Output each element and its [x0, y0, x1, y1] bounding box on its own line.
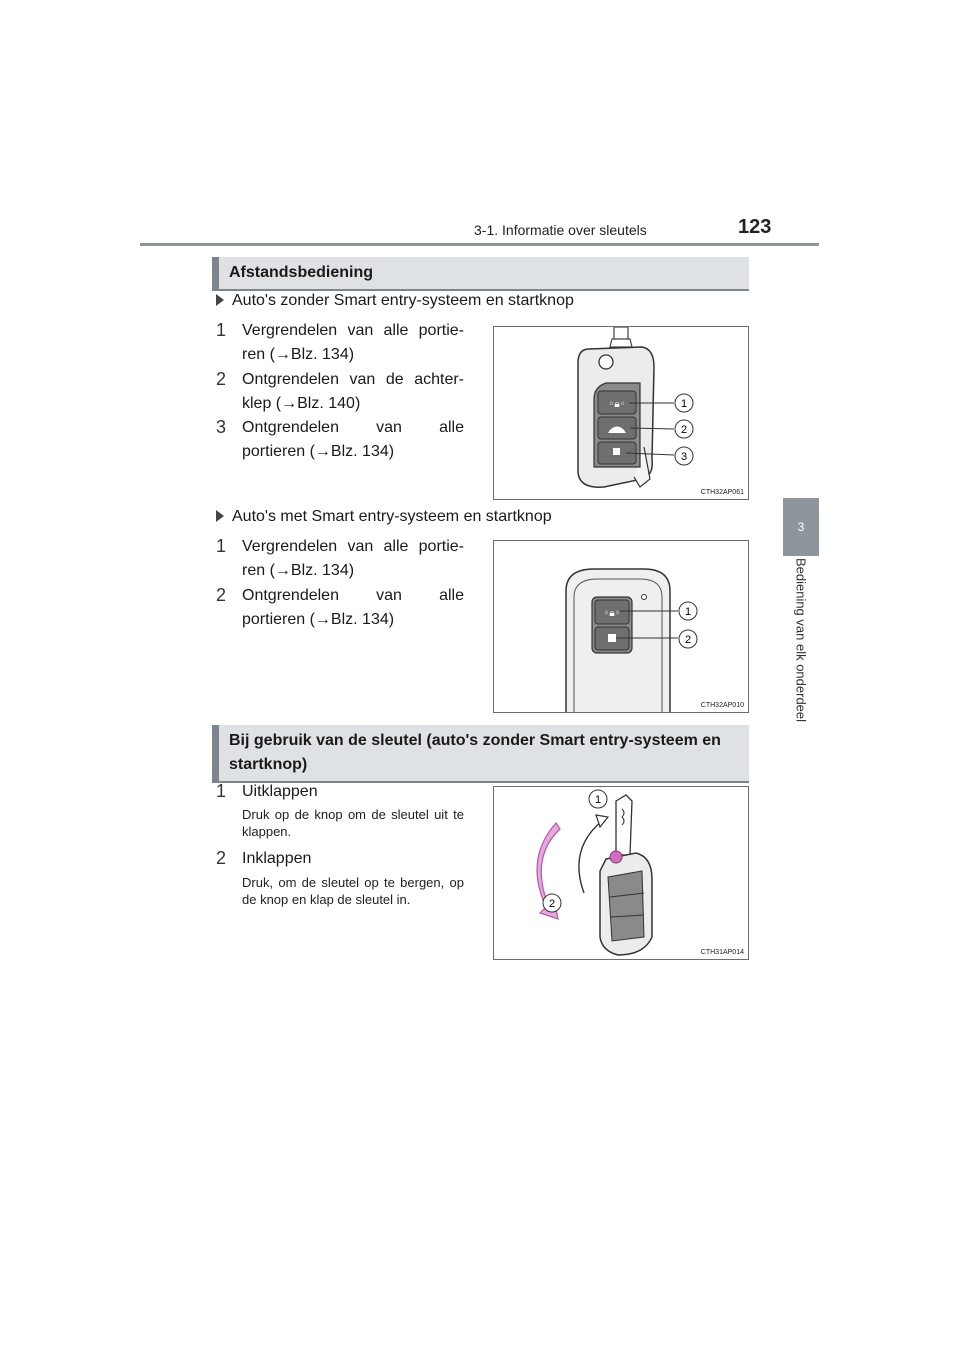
page-number: 123	[738, 216, 772, 238]
subheading-with-smart-entry	[216, 508, 552, 526]
item-unlock-all-doors: Ontgrendelen van alle portieren (→Blz. 134)	[242, 587, 464, 628]
svg-text:◦🔒︎◦: ◦🔒︎◦	[608, 399, 626, 410]
header-rule	[140, 243, 819, 246]
callout-2: 2	[684, 634, 692, 646]
callout-1: 1	[594, 794, 602, 806]
item-lock-all-doors: Vergrendelen van alle portie-ren (→Blz. 134)	[242, 538, 464, 579]
callout-1: 1	[680, 398, 688, 410]
item-fold-note: Druk, om de sleutel op te bergen, op de knop en klap de sleutel in.	[242, 875, 464, 907]
section-heading-using-key: Bij gebruik van de sleutel (auto's zonder Smart entry-systeem en startknop)	[212, 725, 749, 783]
chapter-tab	[783, 498, 819, 556]
item-lock-all-doors: Vergrendelen van alle portie-ren (→Blz. 134)	[242, 322, 464, 363]
item-fold-title: Inklappen	[242, 850, 312, 867]
item-number: 1	[216, 781, 227, 801]
svg-text:◦🔒︎◦: ◦🔒︎◦	[603, 608, 621, 619]
chapter-number: 3	[797, 520, 805, 534]
figure-code: CTH32AP061	[700, 489, 744, 496]
callout-1: 1	[684, 606, 692, 618]
triangle-bullet-icon	[216, 294, 224, 306]
section-heading-remote: Afstandsbediening	[212, 257, 749, 291]
item-number: 2	[216, 369, 227, 389]
subheading-text: Auto's met Smart entry-systeem en startknop	[232, 508, 552, 525]
item-unlock-all-doors: Ontgrendelen van alle portieren (→Blz. 134)	[242, 419, 464, 460]
callout-2: 2	[680, 424, 688, 436]
section-title: 3-1. Informatie over sleutels	[474, 222, 647, 238]
item-number: 3	[216, 417, 227, 437]
item-unfold-title: Uitklappen	[242, 783, 318, 800]
item-number: 1	[216, 320, 227, 340]
figure-flip-key-remote	[493, 326, 749, 500]
figure-key-fold	[493, 786, 749, 960]
callout-2: 2	[548, 898, 556, 910]
figure-smart-key	[493, 540, 749, 713]
figure-code: CTH32AP010	[700, 702, 744, 709]
item-number: 2	[216, 848, 227, 868]
item-unlock-tailgate: Ontgrendelen van de achter-klep (→Blz. 140)	[242, 371, 464, 412]
item-unfold-note: Druk op de knop om de sleutel uit te klappen.	[242, 807, 464, 839]
item-number: 1	[216, 536, 227, 556]
figure-code: CTH31AP014	[700, 949, 744, 956]
callout-3: 3	[680, 451, 688, 463]
subheading-text: Auto's zonder Smart entry-systeem en startknop	[232, 292, 574, 309]
chapter-title: Bediening van elk onderdeel	[793, 557, 809, 723]
item-number: 2	[216, 585, 227, 605]
triangle-bullet-icon	[216, 510, 224, 522]
subheading-without-smart-entry	[216, 292, 574, 310]
